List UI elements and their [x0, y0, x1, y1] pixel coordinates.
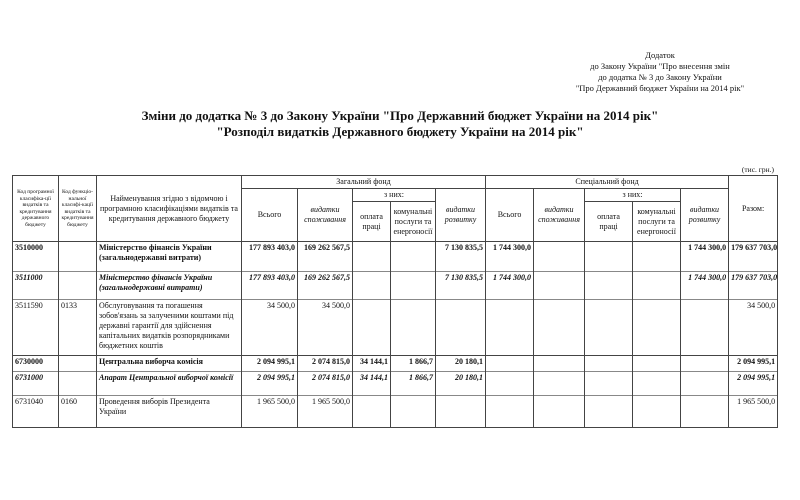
row-razom: 34 500,0 — [729, 300, 778, 356]
row-general-utilities — [391, 396, 436, 428]
row-general-wages — [353, 396, 391, 428]
header-general-consumption: видатки споживання — [298, 189, 353, 242]
row-special-development: 1 744 300,0 — [681, 242, 729, 272]
row-name: Обслуговування та погашення зобов'язань за залученими коштами під державні гарантії для здійснення капітальних видатків розпорядниками бюджетних коштів — [97, 300, 242, 356]
row-general-total: 34 500,0 — [242, 300, 298, 356]
row-general-consumption: 2 074 815,0 — [298, 356, 353, 372]
row-general-wages — [353, 242, 391, 272]
header-general-fund: Загальний фонд — [242, 176, 486, 189]
table-row — [13, 242, 778, 272]
row-special-development — [681, 372, 729, 396]
row-code: 3511590 — [13, 300, 59, 356]
header-special-utilities: комунальні послуги та енергоносії — [633, 202, 681, 242]
header-general-total: Всього — [242, 189, 298, 242]
row-special-utilities — [633, 242, 681, 272]
row-special-total — [486, 372, 534, 396]
row-code: 3510000 — [13, 242, 59, 272]
header-general-utilities: комунальні послуги та енергоносії — [391, 202, 436, 242]
row-special-total: 1 744 300,0 — [486, 242, 534, 272]
row-special-wages — [585, 300, 633, 356]
row-special-utilities — [633, 272, 681, 300]
row-special-wages — [585, 396, 633, 428]
row-code: 6731040 — [13, 396, 59, 428]
row-general-total: 2 094 995,1 — [242, 372, 298, 396]
addendum-line: до Закону України "Про внесення змін — [590, 61, 730, 71]
table-row — [13, 396, 778, 428]
header-special-consumption: видатки споживання — [534, 189, 585, 242]
addendum-note — [560, 50, 760, 94]
row-special-utilities — [633, 300, 681, 356]
row-razom: 2 094 995,1 — [729, 372, 778, 396]
addendum-line: до додатка № 3 до Закону України — [598, 72, 722, 82]
addendum-line: Додаток — [645, 50, 675, 60]
row-special-consumption — [534, 396, 585, 428]
row-special-consumption — [534, 300, 585, 356]
header-general-development: видатки розвитку — [436, 189, 486, 242]
row-razom: 179 637 703,0 — [729, 242, 778, 272]
row-general-consumption: 34 500,0 — [298, 300, 353, 356]
header-special-of-which: з них: — [585, 189, 681, 202]
row-general-development — [436, 300, 486, 356]
row-general-development — [436, 396, 486, 428]
row-general-utilities: 1 866,7 — [391, 356, 436, 372]
row-general-total: 1 965 500,0 — [242, 396, 298, 428]
row-general-wages: 34 144,1 — [353, 372, 391, 396]
row-name: Апарат Центральної виборчої комісії — [97, 372, 242, 396]
header-special-development: видатки розвитку — [681, 189, 729, 242]
document-title — [100, 108, 700, 140]
row-code: 6731000 — [13, 372, 59, 396]
header-general-wages: оплата праці — [353, 202, 391, 242]
row-general-development: 7 130 835,5 — [436, 242, 486, 272]
row-special-wages — [585, 356, 633, 372]
row-general-total: 2 094 995,1 — [242, 356, 298, 372]
row-special-consumption — [534, 242, 585, 272]
header-razom: Разом: — [729, 176, 778, 242]
row-special-consumption — [534, 272, 585, 300]
row-name: Проведення виборів Президента України — [97, 396, 242, 428]
row-special-total — [486, 300, 534, 356]
row-special-total: 1 744 300,0 — [486, 272, 534, 300]
row-special-consumption — [534, 372, 585, 396]
row-special-development — [681, 396, 729, 428]
units-label: (тис. грн.) — [741, 165, 774, 174]
header-code-program: Код програмної класифіка-ції видатків та кредитування державного бюджету — [13, 176, 59, 242]
row-func-code — [59, 272, 97, 300]
addendum-line: "Про Державний бюджет України на 2014 рік" — [575, 83, 745, 93]
row-special-total — [486, 356, 534, 372]
row-name: Міністерство фінансів України (загальнодержавні витрати) — [97, 272, 242, 300]
row-func-code — [59, 372, 97, 396]
row-special-development — [681, 356, 729, 372]
title-line-1: Зміни до додатка № 3 до Закону України "Про Державний бюджет України на 2014 рік" — [141, 108, 659, 123]
budget-table — [12, 175, 778, 428]
header-general-of-which: з них: — [353, 189, 436, 202]
title-line-2: "Розподіл видатків Державного бюджету України на 2014 рік" — [216, 124, 584, 139]
row-special-total — [486, 396, 534, 428]
row-special-wages — [585, 272, 633, 300]
row-general-utilities — [391, 300, 436, 356]
row-special-consumption — [534, 356, 585, 372]
row-func-code — [59, 356, 97, 372]
row-general-consumption: 169 262 567,5 — [298, 272, 353, 300]
row-general-total: 177 893 403,0 — [242, 242, 298, 272]
row-general-utilities — [391, 272, 436, 300]
row-special-wages — [585, 242, 633, 272]
row-general-wages — [353, 300, 391, 356]
row-special-utilities — [633, 396, 681, 428]
header-name: Найменування згідно з відомчою і програмною класифікаціями видатків та кредитування державного бюджету — [97, 176, 242, 242]
row-general-consumption: 169 262 567,5 — [298, 242, 353, 272]
row-func-code: 0160 — [59, 396, 97, 428]
table-row — [13, 300, 778, 356]
row-razom: 1 965 500,0 — [729, 396, 778, 428]
row-general-development: 20 180,1 — [436, 372, 486, 396]
row-special-development — [681, 300, 729, 356]
row-name: Центральна виборча комісія — [97, 356, 242, 372]
row-code: 3511000 — [13, 272, 59, 300]
row-general-wages — [353, 272, 391, 300]
table-row — [13, 372, 778, 396]
row-general-utilities: 1 866,7 — [391, 372, 436, 396]
row-general-utilities — [391, 242, 436, 272]
row-special-utilities — [633, 356, 681, 372]
row-general-development: 20 180,1 — [436, 356, 486, 372]
row-func-code: 0133 — [59, 300, 97, 356]
header-special-wages: оплата праці — [585, 202, 633, 242]
row-general-development: 7 130 835,5 — [436, 272, 486, 300]
row-special-wages — [585, 372, 633, 396]
row-general-wages: 34 144,1 — [353, 356, 391, 372]
row-code: 6730000 — [13, 356, 59, 372]
row-general-consumption: 2 074 815,0 — [298, 372, 353, 396]
row-razom: 2 094 995,1 — [729, 356, 778, 372]
row-name: Міністерство фінансів України (загальнодержавні витрати) — [97, 242, 242, 272]
table-row — [13, 356, 778, 372]
row-general-total: 177 893 403,0 — [242, 272, 298, 300]
row-razom: 179 637 703,0 — [729, 272, 778, 300]
row-special-development: 1 744 300,0 — [681, 272, 729, 300]
header-special-total: Всього — [486, 189, 534, 242]
row-func-code — [59, 242, 97, 272]
row-special-utilities — [633, 372, 681, 396]
header-special-fund: Спеціальний фонд — [486, 176, 729, 189]
table-row — [13, 272, 778, 300]
header-code-functional: Код функціо-нальної класифі-кації видатків та кредитування бюджету — [59, 176, 97, 242]
row-general-consumption: 1 965 500,0 — [298, 396, 353, 428]
